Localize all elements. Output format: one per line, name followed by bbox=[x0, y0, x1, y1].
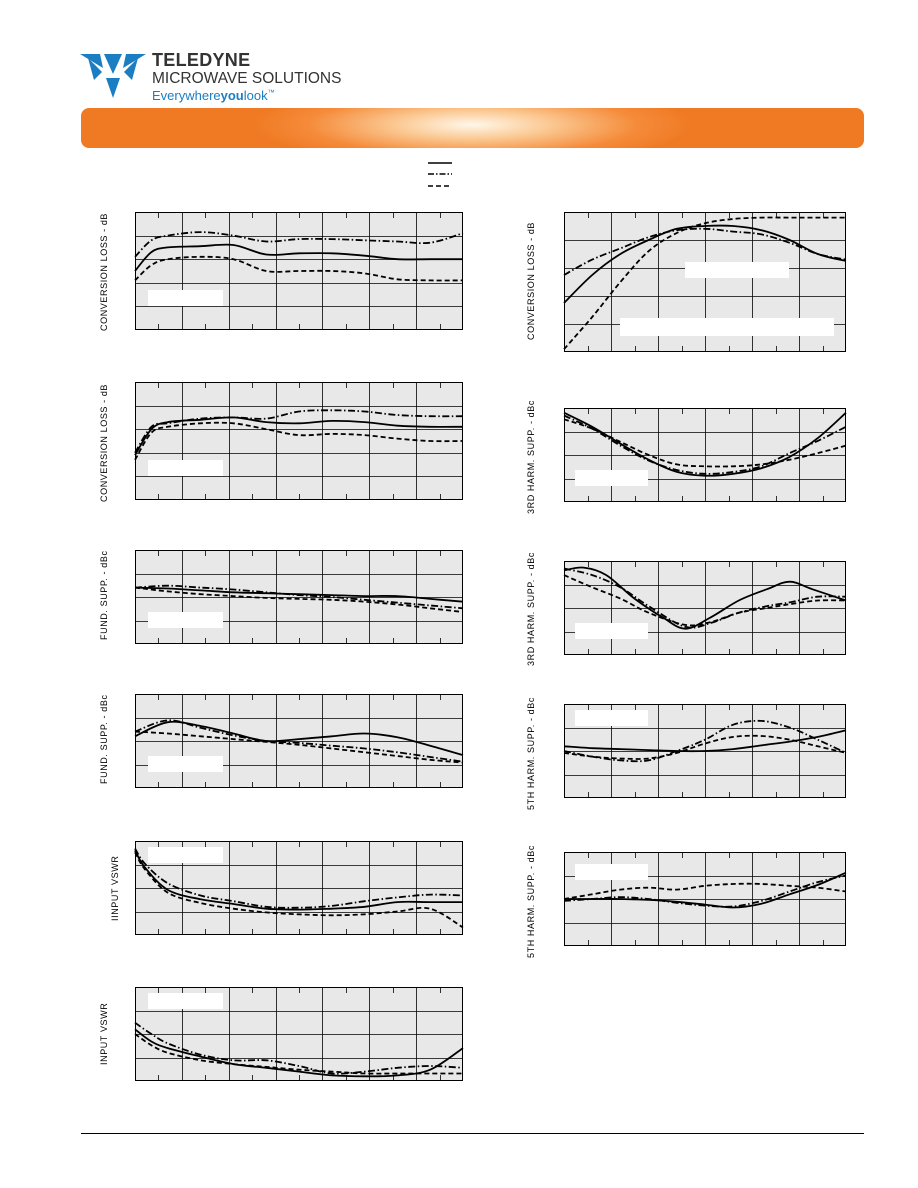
tagline-part-c: look bbox=[243, 88, 268, 103]
label-box bbox=[148, 756, 223, 772]
plot-area bbox=[136, 213, 463, 330]
chart-7-ylabel: CONVERSION LOSS - dB bbox=[526, 221, 536, 340]
label-box bbox=[148, 993, 223, 1009]
label-box bbox=[148, 290, 223, 306]
plot-area bbox=[136, 383, 463, 500]
chart-3-ylabel: FUND. SUPP. - dBc bbox=[99, 550, 109, 640]
label-box bbox=[148, 612, 223, 628]
tagline-part-b: you bbox=[220, 88, 244, 103]
label-box bbox=[148, 460, 223, 476]
chart-conversion-loss-3 bbox=[564, 212, 846, 352]
chart-fund-supp-2 bbox=[135, 694, 463, 788]
label-box bbox=[575, 470, 648, 486]
label-box bbox=[575, 864, 648, 880]
teledyne-logo bbox=[80, 50, 350, 110]
brand-name: TELEDYNE bbox=[152, 50, 251, 70]
chart-conversion-loss-2 bbox=[135, 382, 463, 500]
chart-5-ylabel: IINPUT VSWR bbox=[110, 855, 120, 921]
label-box bbox=[148, 847, 223, 863]
teledyne-emblem-icon bbox=[80, 54, 146, 98]
chart-fund-supp-1 bbox=[135, 550, 463, 644]
tagline-trademark: ™ bbox=[267, 89, 275, 97]
chart-11-ylabel: 5TH HARM. SUPP. - dBc bbox=[526, 845, 536, 958]
chart-3rd-harm-supp-1 bbox=[564, 408, 846, 502]
chart-1-ylabel: CONVERSION LOSS - dB bbox=[99, 212, 109, 331]
chart-9-ylabel: 3RD HARM. SUPP. - dBc bbox=[526, 552, 536, 666]
chart-2-ylabel: CONVERSION LOSS - dB bbox=[99, 383, 109, 502]
plot-area bbox=[565, 409, 846, 502]
label-box bbox=[575, 710, 648, 726]
line-style-key bbox=[426, 159, 454, 191]
label-box bbox=[685, 262, 789, 278]
chart-input-vswr-1 bbox=[135, 841, 463, 935]
chart-5th-harm-supp-1 bbox=[564, 704, 846, 798]
tagline-part-a: Everywhere bbox=[152, 88, 221, 103]
label-box bbox=[620, 318, 834, 336]
chart-8-ylabel: 3RD HARM. SUPP. - dBc bbox=[526, 400, 536, 514]
chart-3rd-harm-supp-2 bbox=[564, 561, 846, 655]
chart-5th-harm-supp-2 bbox=[564, 852, 846, 946]
chart-input-vswr-2 bbox=[135, 987, 463, 1081]
chart-4-ylabel: FUND. SUPP. - dBc bbox=[99, 694, 109, 784]
orange-header-banner bbox=[81, 108, 864, 148]
chart-10-ylabel: 5TH HARM. SUPP. - dBc bbox=[526, 697, 536, 810]
chart-6-ylabel: INPUT VSWR bbox=[99, 1002, 109, 1065]
label-box bbox=[575, 623, 648, 639]
brand-tagline bbox=[152, 88, 275, 103]
footer-divider bbox=[81, 1133, 864, 1134]
brand-division: MICROWAVE SOLUTIONS bbox=[152, 70, 342, 87]
chart-conversion-loss-1 bbox=[135, 212, 463, 330]
